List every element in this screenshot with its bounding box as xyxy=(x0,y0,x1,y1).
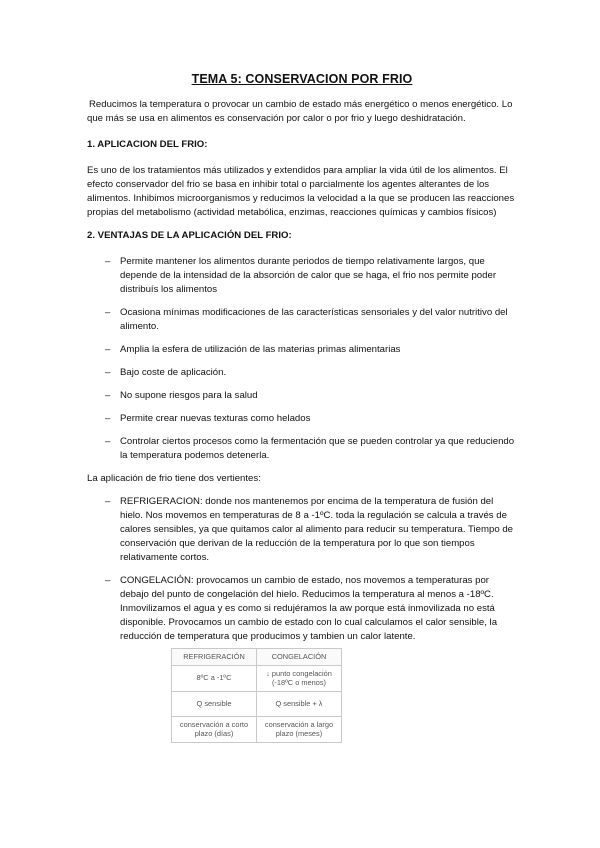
table-cell: Q sensible + λ xyxy=(257,691,342,716)
list-item xyxy=(87,495,517,565)
table-header-row xyxy=(172,649,342,666)
dash-bullet: – xyxy=(105,307,111,318)
list-item xyxy=(87,366,517,380)
vertientes-list xyxy=(87,495,517,644)
dash-bullet: – xyxy=(105,413,111,424)
table-cell: conservación a corto plazo (días) xyxy=(172,716,257,742)
dash-bullet: – xyxy=(105,575,111,586)
section-2-heading: 2. VENTAJAS DE LA APLICACIÓN DEL FRIO: xyxy=(87,230,292,241)
list-item-text: Permite mantener los alimentos durante periodos de tiempo relativamente largos, que depende de la intensidad de la absorción de calor que se haga, el frio nos permite poder distribuís los alimentos xyxy=(120,256,497,295)
document-page xyxy=(87,72,517,743)
list-item-text: Bajo coste de aplicación. xyxy=(120,367,227,378)
table-cell: ↓ punto congelación (-18ºC o menos) xyxy=(257,665,342,691)
list-item xyxy=(87,343,517,357)
list-item-text: CONGELACIÓN: provocamos un cambio de estado, nos movemos a temperaturas por debajo del punto de congelación del hielo. Reducimos la temperatura al menos a -18ºC. Inmovilizamos el agua y es como si redujéramos la aw porque está inmovilizada no está disponible. Provocamos un cambio de estado con lo cual calculamos el calor sensible, la reducción de temperatura que producimos y tambien un calor latente. xyxy=(120,575,498,642)
dash-bullet: – xyxy=(105,390,111,401)
table-cell: conservación a largo plazo (meses) xyxy=(257,716,342,742)
dash-bullet: – xyxy=(105,436,111,447)
table-row xyxy=(172,716,342,742)
list-item xyxy=(87,255,517,297)
list-item-text: Controlar ciertos procesos como la fermentación que se pueden controlar ya que reduciendo la temperatura podemos detenerla. xyxy=(120,436,515,461)
section-1-paragraph: Es uno de los tratamientos más utilizados y extendidos para ampliar la vida útil de los alimentos. El efecto conservador del frio se basa en inhibir total o parcialmente los agentes alterantes de los alimentos. Inhibimos microorganismos y reducimos la velocidad a la que se producen las reacciones propias del metabolismo (actividad metabólica, enzimas, reacciones químicas y cambios físicos) xyxy=(87,165,515,218)
advantages-list xyxy=(87,255,517,463)
table-header-cell: REFRIGERACIÓN xyxy=(172,649,257,666)
list-item xyxy=(87,412,517,426)
table-header-cell: CONGELACIÓN xyxy=(257,649,342,666)
list-item-text: REFRIGERACION: donde nos mantenemos por encima de la temperatura de fusión del hielo. Nos movemos en temperaturas de 8 a -1ºC. toda la regulación se calcula a través de calores sensibles, ya que quitamos calor al alimento para reducir su temperatura. Tiempo de conservación que derivan de la reducción de la temperatura por lo que son tiempos relativamente cortos. xyxy=(120,496,514,563)
intro-paragraph: Reducimos la temperatura o provocar un cambio de estado más energético o menos energético. Lo que más se usa en alimentos es conservación por calor o por frio y luego deshidratación. xyxy=(87,99,513,124)
list-item xyxy=(87,306,517,334)
list-item xyxy=(87,435,517,463)
table-row xyxy=(172,665,342,691)
list-item-text: Amplia la esfera de utilización de las materias primas alimentarias xyxy=(120,344,401,355)
list-item-text: No supone riesgos para la salud xyxy=(120,390,258,401)
table-cell: Q sensible xyxy=(172,691,257,716)
comparison-table-image xyxy=(171,648,517,743)
list-item xyxy=(87,574,517,644)
table-cell: 8ºC a -1ºC xyxy=(172,665,257,691)
section-1-heading: 1. APLICACION DEL FRIO: xyxy=(87,139,208,150)
dash-bullet: – xyxy=(105,344,111,355)
dash-bullet: – xyxy=(105,367,111,378)
dash-bullet: – xyxy=(105,496,111,507)
document-title: TEMA 5: CONSERVACION POR FRIO xyxy=(191,72,413,86)
comparison-table xyxy=(171,648,342,743)
vertientes-intro: La aplicación de frio tiene dos vertientes: xyxy=(87,473,261,484)
list-item-text: Permite crear nuevas texturas como helados xyxy=(120,413,311,424)
table-row xyxy=(172,691,342,716)
list-item-text: Ocasiona mínimas modificaciones de las características sensoriales y del valor nutritivo del alimento. xyxy=(120,307,508,332)
list-item xyxy=(87,389,517,403)
dash-bullet: – xyxy=(105,256,111,267)
